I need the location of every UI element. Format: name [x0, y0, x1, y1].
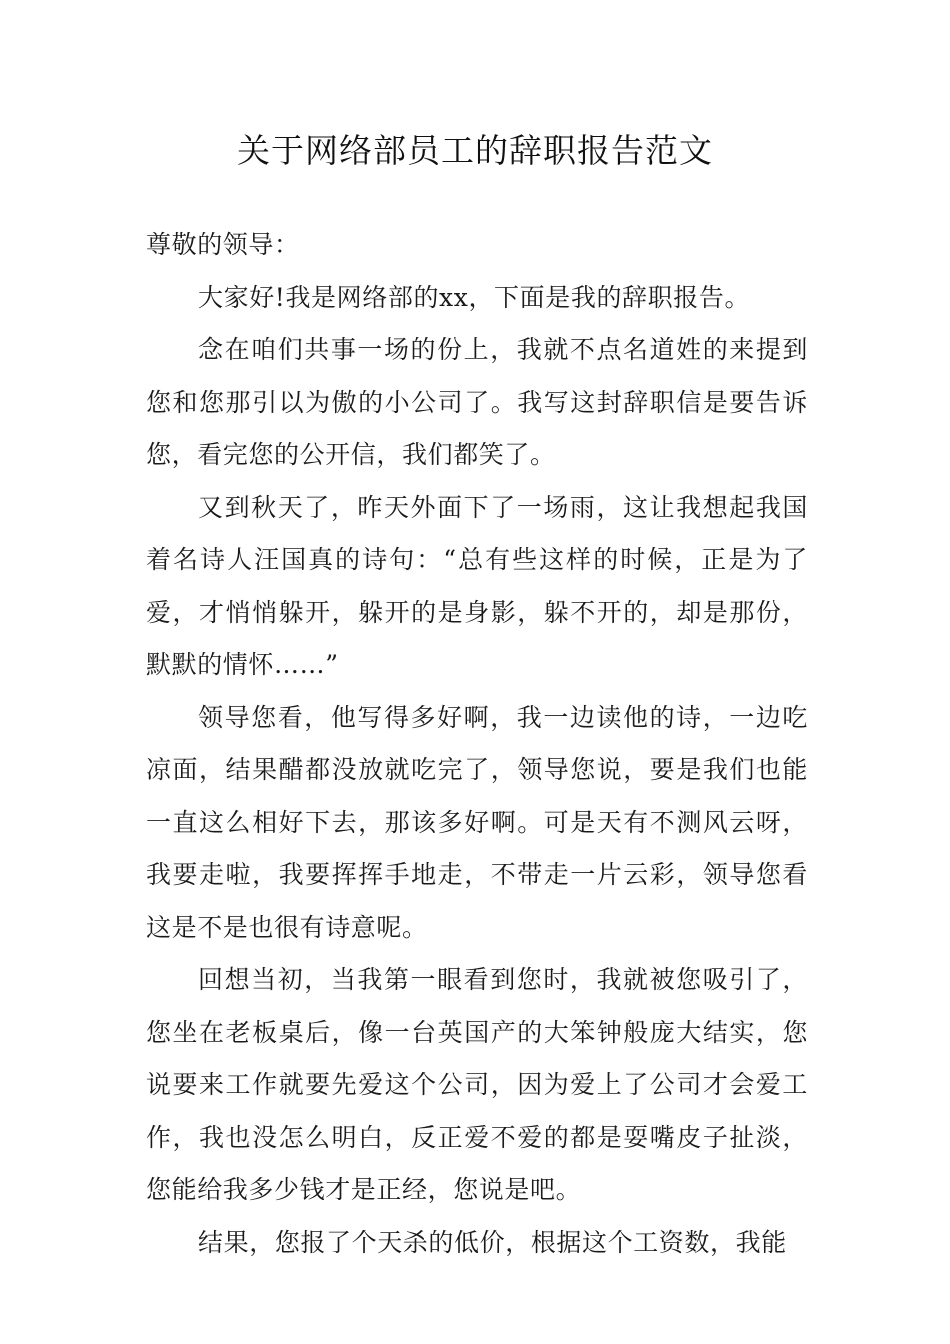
paragraph-poem: 又到秋天了，昨天外面下了一场雨，这让我想起我国着名诗人汪国真的诗句：“总有些这样的时候，正是为了爱，才悄悄躲开，躲开的是身影，躲不开的，却是那份，默默的情怀……” [146, 492, 808, 679]
paragraph-memory: 回想当初，当我第一眼看到您时，我就被您吸引了，您坐在老板桌后，像一台英国产的大笨钟般庞大结实，您说要来工作就要先爱这个公司，因为爱上了公司才会爱工作，我也没怎么明白，反正爱不爱的都是耍嘴皮子扯淡，您能给我多少钱才是正经，您说是吧。 [146, 965, 808, 1204]
document-body [146, 219, 808, 1269]
paragraph-greeting: 大家好!我是网络部的xx，下面是我的辞职报告。 [198, 282, 751, 312]
paragraph-result: 结果，您报了个天杀的低价，根据这个工资数，我能 [198, 1227, 787, 1257]
paragraph-intro: 念在咱们共事一场的份上，我就不点名道姓的来提到您和您那引以为傲的小公司了。我写这封辞职信是要告诉您，看完您的公开信，我们都笑了。 [146, 335, 808, 469]
paragraph-reflection: 领导您看，他写得多好啊，我一边读他的诗，一边吃凉面，结果醋都没放就吃完了，领导您说，要是我们也能一直这么相好下去，那该多好啊。可是天有不测风云呀，我要走啦，我要挥挥手地走，不带走一片云彩，领导您看这是不是也很有诗意呢。 [146, 702, 808, 942]
document-title: 关于网络部员工的辞职报告范文 [237, 131, 713, 170]
salutation: 尊敬的领导： [146, 230, 300, 259]
